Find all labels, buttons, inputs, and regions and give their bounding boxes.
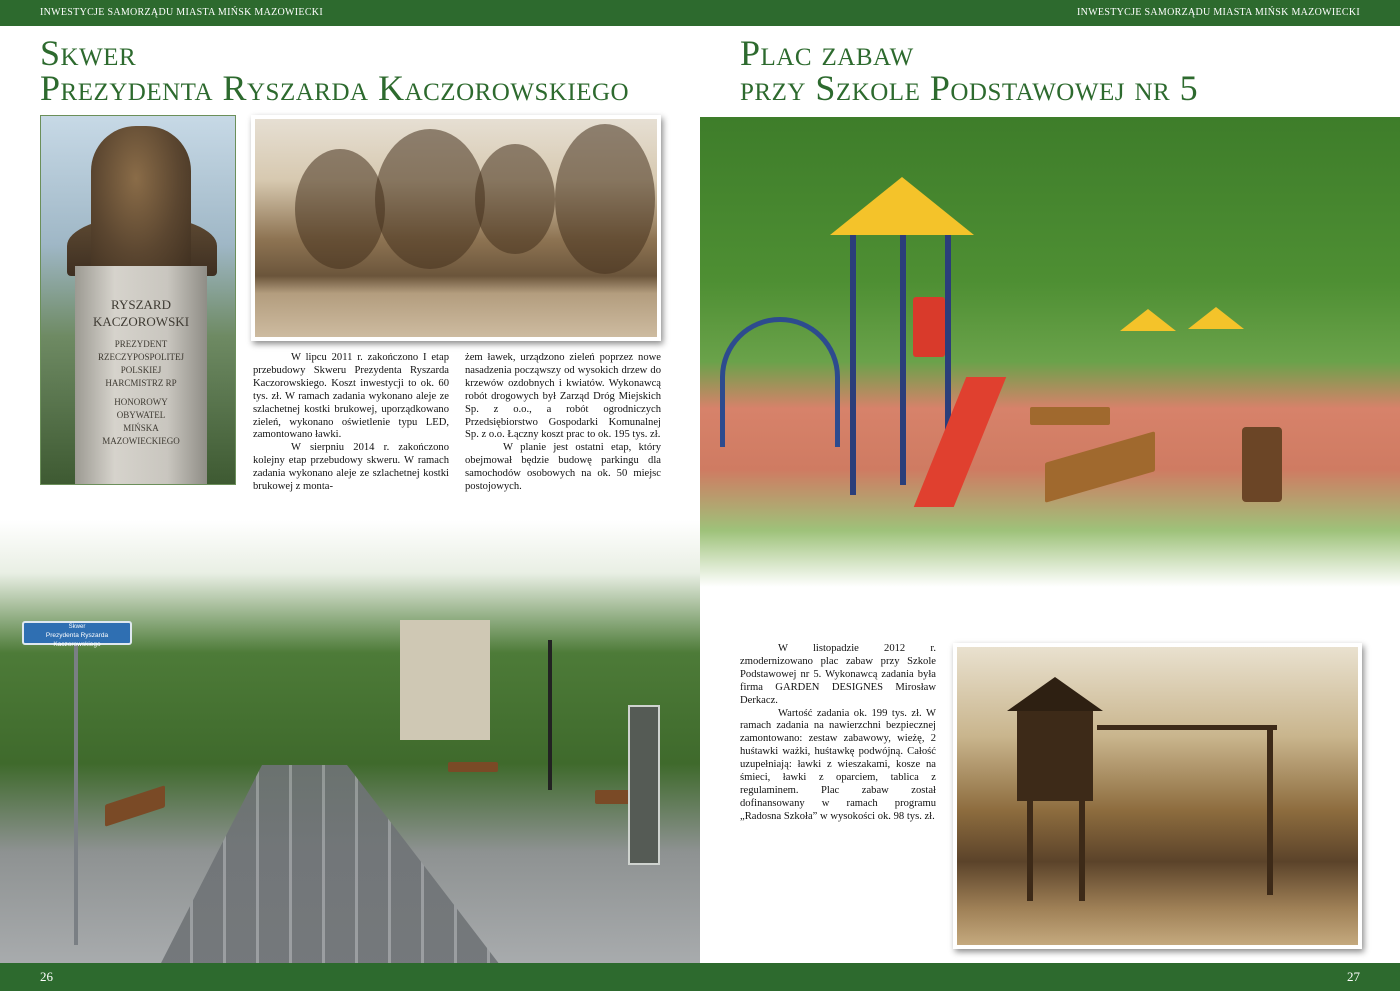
text-column xyxy=(740,643,936,824)
monument-inscription xyxy=(79,296,203,448)
paved-path xyxy=(160,765,500,963)
sign-pole xyxy=(74,645,78,945)
bottom-bar xyxy=(700,963,1400,991)
inscription-line2: RZECZYPOSPOLITEJ xyxy=(97,352,184,362)
tree-shape xyxy=(375,129,485,269)
running-head: INWESTYCJE SAMORZĄDU MIASTA MIŃSK MAZOWIECKI xyxy=(40,7,323,18)
tower-roof xyxy=(1007,677,1103,711)
info-board xyxy=(628,705,660,865)
inscription-line5: HONOROWY xyxy=(114,397,168,407)
post xyxy=(900,235,906,485)
text-column-2 xyxy=(465,352,661,494)
sepia-playground-photo xyxy=(953,643,1362,949)
bust-head xyxy=(91,126,191,276)
trash-bin xyxy=(1242,427,1282,502)
street-sign-line2: Prezydenta Ryszarda Kaczorowskiego xyxy=(45,632,109,648)
bench xyxy=(448,762,498,772)
tree-shape xyxy=(295,149,385,269)
street-sign-line1: Skwer xyxy=(68,624,86,630)
page-title xyxy=(40,33,630,108)
paragraph: żem ławek, urządzono zieleń poprzez nowe nasadzenia począwszy od wysokich drzew do krzewów ozdobnych i kwiatów. Wykonawcą robót drogowych był Zarząd Dróg Miejskich Sp. z o.o., a robót ogrodniczych Przedsiębiorstwo Gospodarki Komunalnej Sp. z o.o. Łączny koszt prac to ok. 195 tys. zł. xyxy=(465,352,661,441)
inscription-line3: POLSKIEJ xyxy=(120,365,162,375)
small-roof xyxy=(1188,307,1244,329)
play-tower-roof xyxy=(830,177,974,235)
swing-beam xyxy=(1097,725,1277,730)
small-roof xyxy=(1120,309,1176,331)
page-title xyxy=(740,33,1199,108)
tower-leg xyxy=(1027,801,1033,901)
paragraph: W lipcu 2011 r. zakończono I etap przebudowy Skweru Prezydenta Ryszarda Kaczorowskiego. Koszt inwestycji to ok. 60 tys. zł. W ramach zadania wykonano aleje ze szlachetnej kostki brukowej, uporządkowano zieleń, wykonano oświetlenie typu LED, zamontowano ławki. xyxy=(253,352,449,441)
page-number: 26 xyxy=(40,969,53,984)
bench xyxy=(105,785,165,826)
page-number: 27 xyxy=(1347,969,1360,984)
title-line-2: przy Szkole Podstawowej nr 5 xyxy=(740,68,1199,108)
tree-shape xyxy=(555,124,655,274)
bottom-bar xyxy=(0,963,700,991)
top-bar xyxy=(0,0,700,26)
inscription-name2: KACZOROWSKI xyxy=(92,314,190,329)
running-head: INWESTYCJE SAMORZĄDU MIASTA MIŃSK MAZOWIECKI xyxy=(1077,7,1360,18)
tower-body xyxy=(1017,711,1093,801)
park-photo xyxy=(0,520,700,963)
swing-post xyxy=(1267,725,1273,895)
title-line-1: Skwer xyxy=(40,33,137,73)
paragraph: W planie jest ostatni etap, który obejmował będzie budowę parkingu dla samochodów osobowych na ok. 50 miejsc postojowych. xyxy=(465,442,661,493)
inscription-line7: MIŃSKA xyxy=(123,423,159,433)
building-shape xyxy=(400,620,490,740)
title-line-2: Prezydenta Ryszarda Kaczorowskiego xyxy=(40,68,630,108)
inscription-line1: PREZYDENT xyxy=(114,339,168,349)
swing-frame xyxy=(720,317,840,447)
paragraph: W sierpniu 2014 r. zakończono kolejny etap przebudowy skweru. W ramach zadania wykonano aleje ze szlachetnej kostki brukowej z monta- xyxy=(253,442,449,493)
playground-photo xyxy=(700,117,1400,587)
bench xyxy=(1045,431,1155,503)
post xyxy=(850,235,856,495)
right-page xyxy=(700,0,1400,991)
slide xyxy=(914,377,1007,507)
inscription-line8: MAZOWIECKIEGO xyxy=(102,436,180,446)
street-sign xyxy=(22,621,132,648)
title-line-1: Plac zabaw xyxy=(740,33,914,73)
paragraph: Wartość zadania ok. 199 tys. zł. W ramach zadania na nawierzchni bezpiecznej zamontowano: zestaw zabawowy, wieżę, 2 huśtawki ważki, huśtawkę podwójną. Całość uzupełniają: ławki z wieszakami, kosze na śmieci, ławki z oparciem, tablica z regulaminem. Plac zabaw został dofinansowany w ramach programu „Radosna Szkoła” w wysokości ok. 98 tys. zł. xyxy=(740,707,936,822)
sepia-street-photo xyxy=(251,115,661,341)
top-bar xyxy=(700,0,1400,26)
text-column-1 xyxy=(253,352,449,494)
red-panel xyxy=(913,297,945,357)
inscription-line4: HARCMISTRZ RP xyxy=(105,378,177,388)
inscription-line6: OBYWATEL xyxy=(116,410,166,420)
bench xyxy=(1030,407,1110,425)
monument-photo xyxy=(40,115,236,485)
street-lamp xyxy=(548,640,552,790)
tree-shape xyxy=(475,144,555,254)
inscription-name1: RYSZARD xyxy=(111,297,171,312)
tower-leg xyxy=(1079,801,1085,901)
paragraph: W listopadzie 2012 r. zmodernizowano plac zabaw przy Szkole Podstawowej nr 5. Wykonawcą zadania była firma GARDEN DESIGNES Mirosław Derkacz. xyxy=(740,643,936,706)
